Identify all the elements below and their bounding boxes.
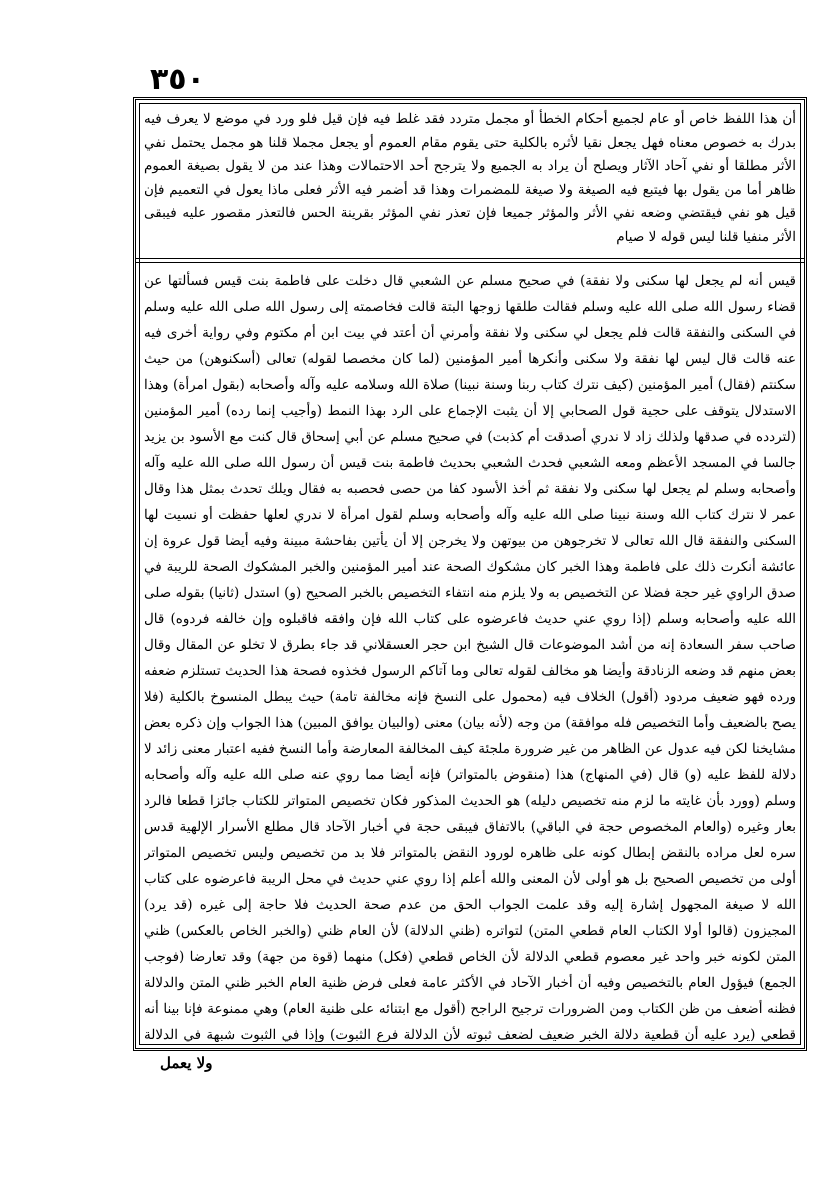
upper-paragraph: أن هذا اللفظ خاص أو عام لجميع أحكام الخطأ أو مجمل متردد فقد غلط فيه فإن قيل فلو ورد في موضع لا يعرف فيه بدرك به خصوص معناه فهل يجعل نقيا لأثره بالكلية حتى يقوم مقام العموم أو يجعل مجملا قلنا هو مجمل يحتمل نفي الأثر مطلقا أو نفي آحاد الآثار ويصلح أن يراد به الجميع ولا يترجح أحد الاحتمالات وهذا عند من لا يقول بصيغة العموم ظاهر أما من يقول بها فيتبع فيه الصيغة ولا صيغة للمضمرات وهذا قد أضمر فيه الأثر فعلى ماذا يعول في التعميم فإن قيل هو نفي فيقتضي وضعه نفي الأثر والمؤثر جميعا فإن تعذر نفي المؤثر بقرينة الحس فالتعذر مقصور عليه فيبقى الأثر منفيا قلنا ليس قوله لا صيام [144,111,796,245]
page-number: ٣٥٠ [150,62,205,97]
upper-text-block [144,108,796,251]
catchword: ولا يعمل [160,1054,213,1072]
commentary-paragraph: قيس أنه لم يجعل لها سكنى ولا نفقة) في صحيح مسلم عن الشعبي قال دخلت على فاطمة بنت قيس فسألتها عن قضاء رسول الله صلى الله عليه وسلم فقالت طلقها زوجها البتة قالت فخاصمته إلى رسول الله صلى الله عليه وسلم في السكنى والنفقة قالت فلم يجعل لي سكنى ولا نفقة وأمرني أن أعتد في بيت ابن أم مكتوم وفي رواية أخرى فيه عنه قالت قال ليس لها نفقة ولا سكنى وأنكرها أمير المؤمنين (لما كان مخصصا لقوله) تعالى (أسكنوهن) من حيث سكنتم (فقال) أمير المؤمنين (كيف نترك كتاب ربنا وسنة نبينا) صلاة الله وسلامه عليه وآله وأصحابه (بقول امرأة) وهذا الاستدلال يتوقف على حجية قول الصحابي إلا أن يثبت الإجماع على الرد بهذا النمط (وأجيب إنما رده) أمير المؤمنين (لتردده في صدقها ولذلك زاد لا ندري أصدقت أم كذبت) في صحيح مسلم عن أبي إسحاق قال كنت مع الأسود بن يزيد جالسا في المسجد الأعظم ومعه الشعبي فحدث الشعبي بحديث فاطمة بنت قيس أن رسول الله صلى الله عليه وآله وأصحابه وسلم لم يجعل لها سكنى ولا نفقة ثم أخذ الأسود كفا من حصى فحصبه به فقال ويلك تحدث بمثل هذا وقال عمر لا نترك كتاب الله وسنة نبينا صلى الله عليه وآله وأصحابه وسلم لقول امرأة لا ندري لعلها حفظت أو نسيت لها السكنى والنفقة قال الله تعالى لا تخرجوهن من بيوتهن ولا يخرجن إلا أن يأتين بفاحشة مبينة وفيه أيضا قول عروة إن عائشة أنكرت ذلك على فاطمة وهذا الخبر كان مشكوك الصحة عند أمير المؤمنين والخبر المشكوك الصحة للريبة في صدق الراوي غير حجة فضلا عن التخصيص به ولا يلزم منه انتفاء التخصيص بالخبر الصحيح (و) استدل (ثانيا) بقوله صلى الله عليه وأصحابه وسلم (إذا روي عني حديث فاعرضوه على كتاب الله فإن وافقه فاقبلوه وإن خالفه فردوه) قال صاحب سفر السعادة إنه من أشد الموضوعات قال الشيخ ابن حجر العسقلاني قد جاء بطرق لا تخلو عن المقال وقال بعض منهم قد وضعه الزنادقة وأيضا هو مخالف لقوله تعالى وما آتاكم الرسول فخذوه فصحة هذا الحديث تستلزم ضعفه ورده فهو ضعيف مردود (أقول) الخلاف فيه (محمول على النسخ فإنه مخالفة تامة) حيث يبطل المنسوخ بالكلية (فلا يصح بالضعيف وأما التخصيص فله موافقة) من وجه (لأنه بيان) معنى (والبيان يوافق المبين) هذا الجواب وإن ذكره بعض مشايخنا لكن فيه عدول عن الظاهر من غير ضرورة ملجئة كيف المخالفة المعارضة وأما النسخ ففيه اعتبار معنى زائد لا دلالة للفظ عليه (و) قال (في المنهاج) هذا (منقوض بالمتواتر) فإنه أيضا مما روي عنه صلى الله عليه وآله وأصحابه وسلم (وورد بأن غايته ما لزم منه تخصيص دليله) هو الحديث المذكور فكان تخصيص المتواتر للكتاب جائزا قطعا فالرد بعار وغيره (والعام المخصوص حجة في الباقي) بالاتفاق فيبقى حجة في أخبار الآحاد قال مطلع الأسرار الإلهية قدس سره لعل مراده بالنقض إبطال كونه على ظاهره لورود النقض بالمتواتر فلا بد من تخصيص وليس تخصيص المتواتر أولى من تخصيص الصحيح بل هو أولى لأن المعنى والله أعلم إذا روي عني حديث في محل الريبة فاعرضوه على كتاب الله لا صيغة المجهول إشارة إليه وقد علمت الجواب الحق من عدم صحة الحديث فلا حاجة إلى غيره (قد يرد) المجيزون (قالوا أولا الكتاب العام قطعي المتن) لتواتره (ظني الدلالة) لأن العام ظني (والخبر الخاص بالعكس) ظني المتن لكونه خبر واحد غير معصوم قطعي الدلالة لأن الخاص قطعي (فكل) منهما (قوة من جهة) وقد تعارضا (فوجب الجمع) فيؤول العام بالتخصيص وفيه أن أخبار الآحاد في الأكثر عامة فعلى فرض ظنية العام الخبر ظني المتن والدلالة فظنه أضعف من ظن الكتاب ومن الضرورات ترجيح الراجح (أقول مع ابتنائه على ظنية العام) وهي ممنوعة فإنا بينا أنه قطعي (يرد عليه أن قطعية دلالة الخبر ضعيف لضعف ثبوته لأن الدلالة فرع الثبوت) وإذا في الثبوت شبهة في الدلالة [144,273,796,1042]
section-divider [136,258,804,259]
section-divider-second [136,262,804,263]
page-frame [133,97,807,1051]
commentary-text-block [144,268,796,1042]
